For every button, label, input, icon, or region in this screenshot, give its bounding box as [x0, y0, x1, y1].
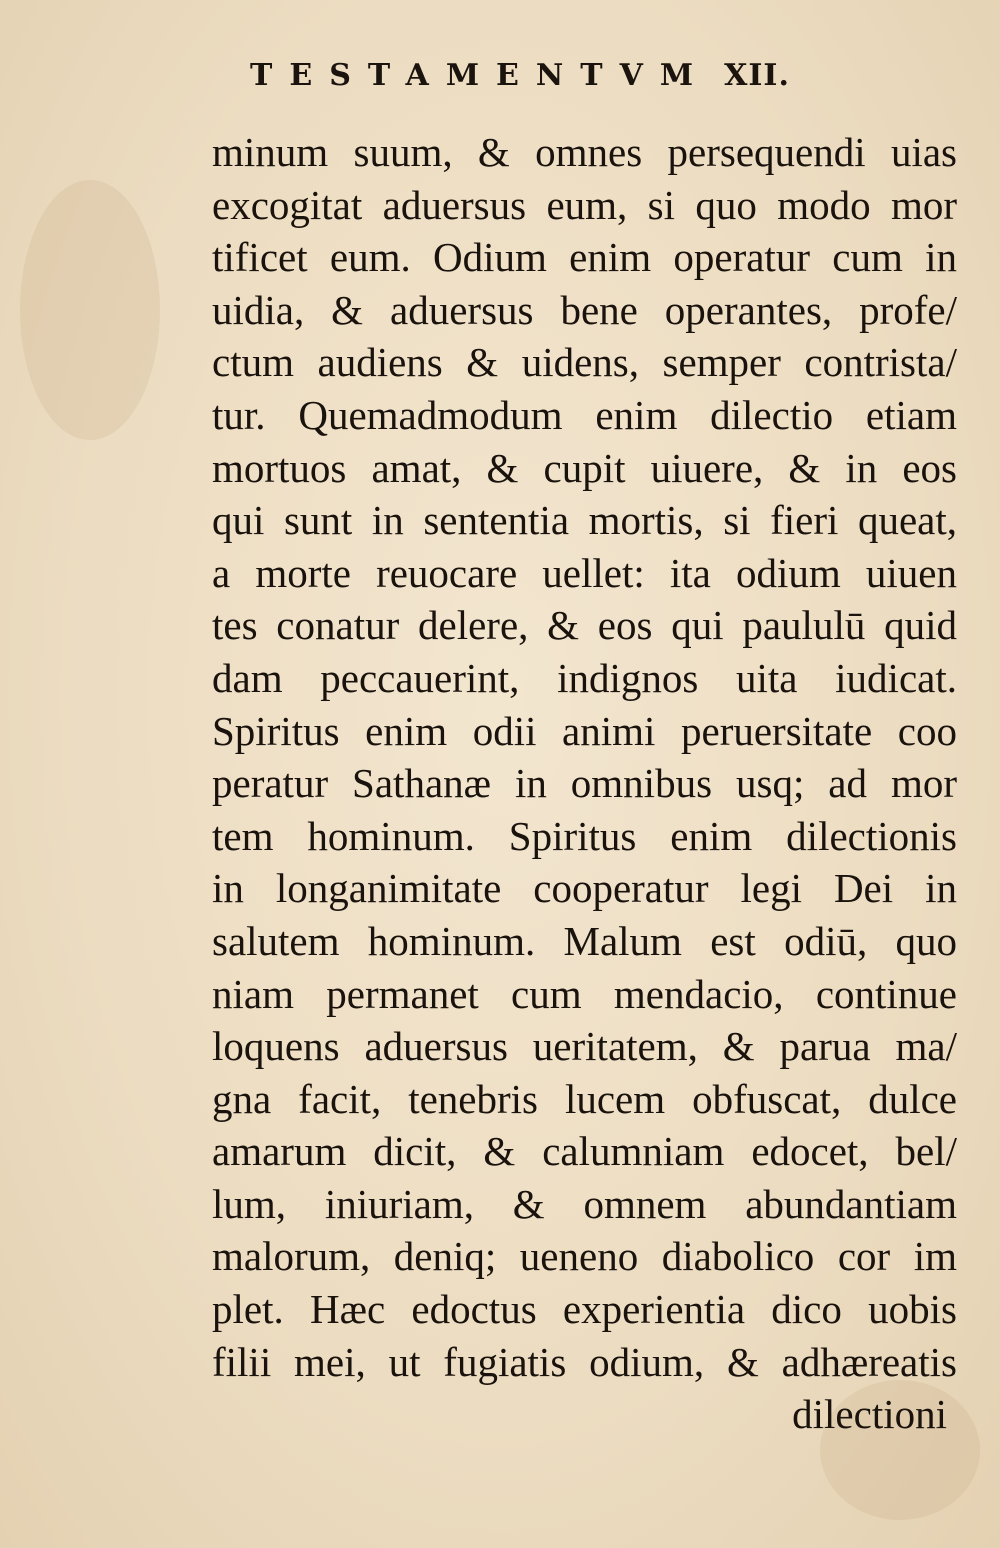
text-line: filii mei, ut fugiatis odium, & adhæreatis [212, 1338, 957, 1385]
text-line: uidia, & aduersus bene operantes, profe/ [212, 286, 957, 333]
text-line: tificet eum. Odium enim operatur cum in [212, 234, 957, 281]
text-line: amarum dicit, & calumniam edocet, bel/ [212, 1128, 957, 1175]
text-line: minum suum, & omnes persequendi uias [212, 129, 957, 175]
text-line: plet. Hæc edoctus experientia dico uobis [212, 1286, 957, 1333]
text-line: lum, iniuriam, & omnem abundantiam [212, 1180, 957, 1227]
catchword: dilectioni [792, 1391, 947, 1438]
folio-number: XII. [724, 58, 790, 93]
text-line: tem hominum. Spiritus enim dilectionis [212, 812, 957, 859]
text-line: gna facit, tenebris lucem obfuscat, dulce [212, 1075, 957, 1122]
running-title: TESTAMENTVM [250, 58, 711, 93]
text-line: ctum audiens & uidens, semper contrista/ [212, 339, 957, 386]
text-line: in longanimitate cooperatur legi Dei in [212, 865, 957, 912]
text-line: salutem hominum. Malum est odiū, quo [212, 917, 957, 964]
paper-stain [20, 180, 160, 440]
text-line: tes conatur delere, & eos qui paululū quid [212, 602, 957, 649]
text-line: malorum, deniq; ueneno diabolico cor im [212, 1233, 957, 1280]
text-line: Spiritus enim odii animi peruersitate coo [212, 707, 957, 754]
text-line: tur. Quemadmodum enim dilectio etiam [212, 391, 957, 438]
text-line: peratur Sathanæ in omnibus usq; ad mor [212, 760, 957, 807]
text-line: niam permanet cum mendacio, continue [212, 970, 957, 1017]
text-block [212, 126, 957, 1441]
running-header [250, 58, 790, 93]
text-line: dam peccauerint, indignos uita iudicat. [212, 654, 957, 701]
text-line: a morte reuocare uellet: ita odium uiuen [212, 549, 957, 596]
text-line: loquens aduersus ueritatem, & parua ma/ [212, 1023, 957, 1070]
text-line: qui sunt in sententia mortis, si fieri queat, [212, 497, 957, 544]
text-line: mortuos amat, & cupit uiuere, & in eos [212, 444, 957, 491]
text-line: excogitat aduersus eum, si quo modo mor [212, 181, 957, 228]
